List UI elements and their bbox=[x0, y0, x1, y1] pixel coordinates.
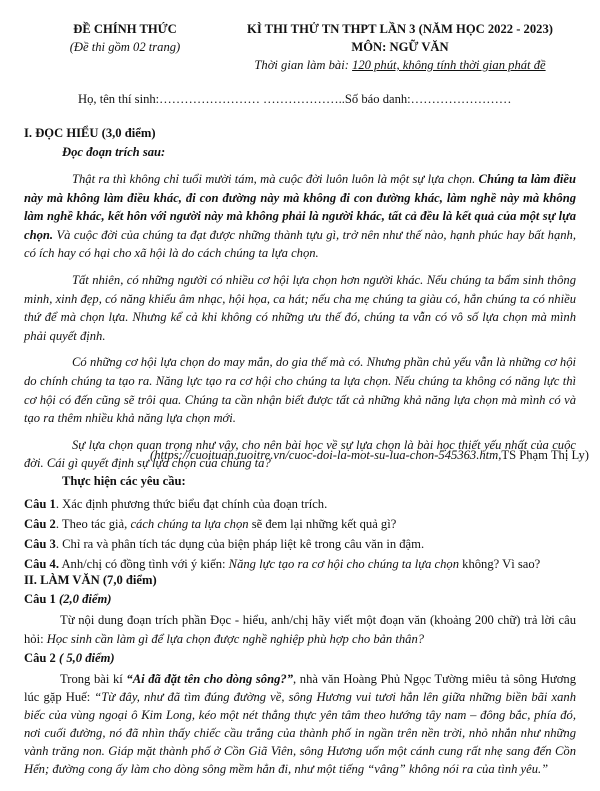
c2-d: “Từ đây, như đã tìm đúng đường về, sông Hương vui tươi hẳn lên giữa những biền bãi xanh biếc của vùng ngoại ô Kim Long, kéo một nét thẳng thực yên tâm theo hướng tây nam – đông bắc, phía đó, nơi cuối đường, nó đã nhìn thấy chiếc cầu trắng của thành phố in ngần trên nền trời, nhỏ nhắn như những vành trăng non. Giáp mặt thành phố ở Cồn Giã Viên, sông Hương uốn một cánh cung rất nhẹ sang đến Cồn Hến; đường cong ấy làm cho dòng sông mềm hẳn đi, như một tiếng “vâng” không nói ra của tình yêu.” bbox=[24, 690, 576, 776]
passage-p4: Sự lựa chọn quan trọng như vậy, cho nên bài học về sự lựa chọn là bài học thiết yếu nhất của cuộc đời. Cái gì quyết định sự lựa chọn của chúng ta? bbox=[24, 437, 576, 471]
candidate-info-line: Họ, tên thí sinh:…………………… ………………..Số báo danh:…………………… bbox=[78, 92, 512, 106]
c2-points: ( 5,0 điểm) bbox=[59, 651, 115, 665]
tasks-label: Thực hiện các yêu cầu: bbox=[62, 474, 186, 488]
q3-label: Câu 3 bbox=[24, 537, 56, 551]
time-value: 120 phút, không tính thời gian phát đề bbox=[352, 58, 546, 72]
c2-label: Câu 2 bbox=[24, 651, 59, 665]
c2-b: “Ai đã đặt tên cho dòng sông?” bbox=[126, 672, 293, 686]
c2-heading bbox=[24, 651, 115, 666]
q1-label: Câu 1 bbox=[24, 497, 56, 511]
c2-prompt bbox=[24, 670, 576, 778]
source-citation bbox=[150, 448, 589, 463]
q4-c: không? Vì sao? bbox=[459, 557, 541, 571]
q2-b: cách chúng ta lựa chọn bbox=[130, 517, 249, 531]
c1-prompt bbox=[24, 611, 576, 648]
passage bbox=[24, 170, 576, 473]
read-label: Đọc đoạn trích sau: bbox=[62, 145, 166, 159]
q2-c: sẽ đem lại những kết quả gì? bbox=[248, 517, 397, 531]
passage-p1-bold: Chúng ta làm điều này mà không làm điều khác, đi con đường này mà không đi con đường khác, làm nghề này mà không làm nghề khác, kết hôn với người này mà không phải là người khác, tất cả đều là kết quả của một sự lựa chọn. bbox=[24, 172, 576, 242]
passage-p1-a: Thật ra thì không chỉ tuổi mười tám, mà cuộc đời luôn luôn là một sự lựa chọn. bbox=[72, 172, 479, 186]
q2-a: . Theo tác giả, bbox=[55, 517, 131, 531]
time-prefix: Thời gian làm bài: bbox=[254, 58, 353, 72]
q4-label: Câu 4. bbox=[24, 557, 59, 571]
q2-label: Câu 2 bbox=[24, 517, 56, 531]
c1-points: (2,0 điểm) bbox=[59, 592, 112, 606]
passage-p3: Có những cơ hội lựa chọn do may mắn, do gia thế mà có. Nhưng phần chủ yếu vẫn là những cơ hội do chính chúng ta tạo ra. Năng lực tạo ra cơ hội cho chúng ta lựa chọn. Nếu chúng ta không có năng lực thì cơ hội có đến cũng sẽ trôi qua. Chúng ta cần nhận biết được tất cả những khả năng lựa chọn mà mình có và tạo ra thêm nhiều khả năng lựa chọn mới. bbox=[24, 355, 576, 426]
c2-c: , nhà văn Hoàng Phủ Ngọc Tường miêu tả sông Hương lúc gặp Huế: bbox=[24, 672, 576, 704]
question-1 bbox=[24, 494, 576, 514]
question-4 bbox=[24, 554, 576, 574]
part2-heading: II. LÀM VĂN (7,0 điểm) bbox=[24, 573, 157, 587]
part1-heading: I. ĐỌC HIỂU (3,0 điểm) bbox=[24, 126, 156, 140]
q4-b: Năng lực tạo ra cơ hội cho chúng ta lựa chọn bbox=[228, 557, 459, 571]
page-count-note: (Đề thi gồm 02 trang) bbox=[69, 40, 181, 54]
passage-p1-c: Và cuộc đời của chúng ta đạt được những thành tựu gì, trở nên như thế nào, hạnh phúc hay bất hạnh, có ích hay có hại cho xã hội là do cách chúng ta lựa chọn. bbox=[24, 227, 576, 261]
c1-heading bbox=[24, 592, 111, 607]
questions bbox=[24, 494, 576, 574]
exam-title: KÌ THI THỬ TN THPT LẦN 3 (NĂM HỌC 2022 - 2023) bbox=[247, 22, 553, 36]
passage-p2: Tất nhiên, có những người có nhiều cơ hội lựa chọn hơn người khác. Nếu chúng ta bẩm sinh thông minh, xinh đẹp, có năng khiếu âm nhạc, hội họa, ca hát; nếu cha mẹ chúng ta giàu có, hẳn chúng ta có nhiều thứ để mà chọn lựa. Nhưng kể cả khi không có những ưu thế đó, chúng ta vẫn có vô số lựa chọn mà mình phải quyết định. bbox=[24, 272, 576, 343]
question-2 bbox=[24, 514, 576, 534]
source-link: (https://cuoituan.tuoitre.vn/cuoc-doi-la-mot-su-lua-chon-545363.htm, bbox=[150, 448, 502, 462]
time-note bbox=[215, 58, 585, 73]
source-author: TS Phạm Thị Ly) bbox=[501, 448, 589, 462]
c1-a: Từ nội dung đoạn trích phần Đọc - hiểu, anh/chị hãy viết một đoạn văn (khoảng 200 chữ) trả lời câu hỏi: bbox=[24, 613, 576, 646]
subject-title: MÔN: NGỮ VĂN bbox=[351, 40, 449, 54]
c2-a: Trong bài kí bbox=[60, 672, 127, 686]
c1-b: Học sinh cần làm gì để lựa chọn được nghề nghiệp phù hợp cho bản thân? bbox=[46, 631, 425, 646]
q4-a: Anh/chị có đồng tình với ý kiến: bbox=[59, 557, 229, 571]
official-exam-label: ĐỀ CHÍNH THỨC bbox=[73, 22, 177, 36]
c1-label: Câu 1 bbox=[24, 592, 59, 606]
q3-text: . Chỉ ra và phân tích tác dụng của biện pháp liệt kê trong câu văn in đậm. bbox=[55, 537, 425, 551]
question-3 bbox=[24, 534, 576, 554]
q1-text: . Xác định phương thức biểu đạt chính của đoạn trích. bbox=[55, 497, 328, 511]
